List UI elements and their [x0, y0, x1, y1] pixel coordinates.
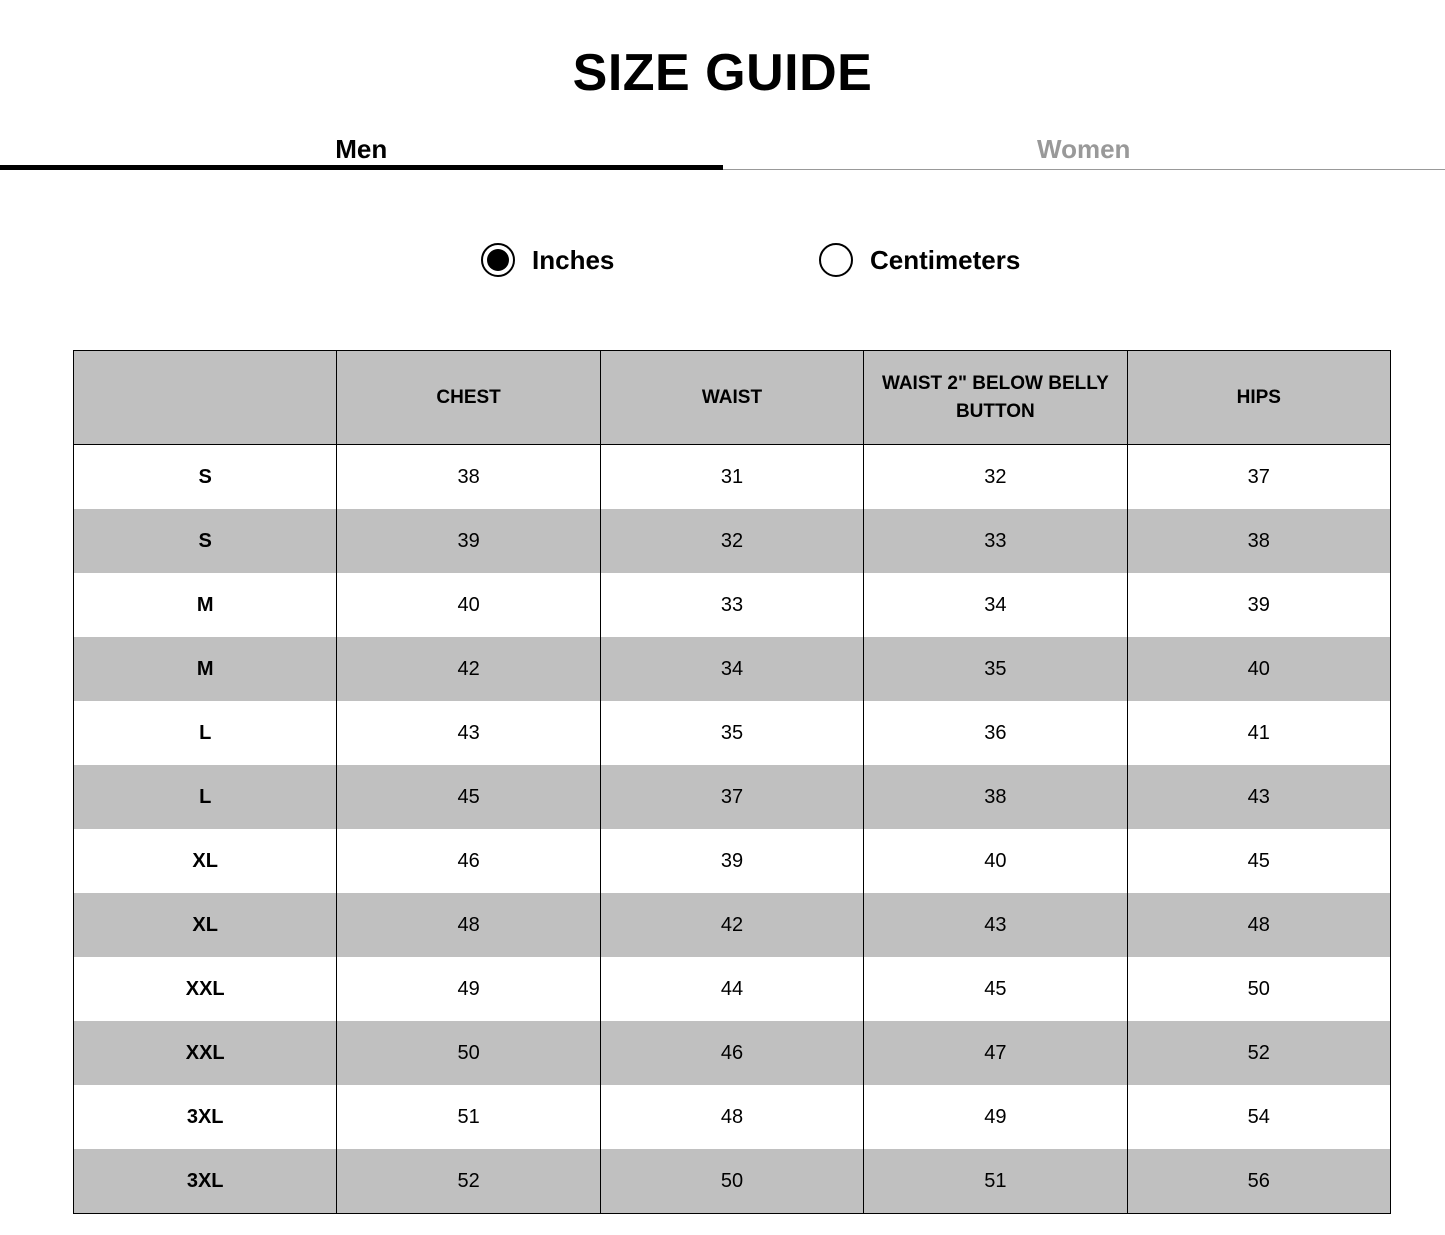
cell-waist-below-belly: 43	[864, 893, 1127, 957]
cell-size: XL	[74, 829, 337, 893]
cell-size: L	[74, 701, 337, 765]
cell-hips: 37	[1127, 445, 1390, 510]
cell-hips: 56	[1127, 1149, 1390, 1214]
header-waist: WAIST	[600, 351, 863, 445]
table-row	[74, 1149, 1391, 1214]
cell-chest: 51	[337, 1085, 600, 1149]
cell-size: S	[74, 509, 337, 573]
table-row	[74, 637, 1391, 701]
cell-hips: 45	[1127, 829, 1390, 893]
cell-size: L	[74, 765, 337, 829]
cell-size: XL	[74, 893, 337, 957]
cell-waist: 35	[600, 701, 863, 765]
cell-waist-below-belly: 34	[864, 573, 1127, 637]
table-row	[74, 1021, 1391, 1085]
table-row	[74, 701, 1391, 765]
cell-waist: 48	[600, 1085, 863, 1149]
cell-waist-below-belly: 32	[864, 445, 1127, 510]
cell-waist-below-belly: 36	[864, 701, 1127, 765]
table-row	[74, 573, 1391, 637]
cell-waist: 34	[600, 637, 863, 701]
cell-chest: 38	[337, 445, 600, 510]
cell-chest: 50	[337, 1021, 600, 1085]
cell-size: S	[74, 445, 337, 510]
cell-waist-below-belly: 49	[864, 1085, 1127, 1149]
cell-hips: 48	[1127, 893, 1390, 957]
cell-size: M	[74, 573, 337, 637]
cell-size: M	[74, 637, 337, 701]
cell-chest: 39	[337, 509, 600, 573]
cell-chest: 46	[337, 829, 600, 893]
header-chest: CHEST	[337, 351, 600, 445]
size-table	[73, 350, 1391, 1214]
cell-waist-below-belly: 33	[864, 509, 1127, 573]
table-row	[74, 1085, 1391, 1149]
cell-hips: 41	[1127, 701, 1390, 765]
unit-option-centimeters[interactable]	[819, 240, 1020, 280]
cell-size: 3XL	[74, 1149, 337, 1214]
cell-waist: 31	[600, 445, 863, 510]
table-row	[74, 829, 1391, 893]
cell-waist-below-belly: 51	[864, 1149, 1127, 1214]
table-row	[74, 445, 1391, 510]
cell-waist: 37	[600, 765, 863, 829]
table-body	[74, 445, 1391, 1214]
cell-hips: 40	[1127, 637, 1390, 701]
cell-waist-below-belly: 40	[864, 829, 1127, 893]
cell-hips: 50	[1127, 957, 1390, 1021]
page-title: SIZE GUIDE	[572, 44, 873, 102]
header-size	[74, 351, 337, 445]
tab-men[interactable]	[0, 128, 723, 170]
unit-selector	[0, 240, 1445, 280]
cell-chest: 49	[337, 957, 600, 1021]
gender-tabs	[0, 128, 1445, 172]
cell-waist-below-belly: 35	[864, 637, 1127, 701]
cell-chest: 40	[337, 573, 600, 637]
cell-size: XXL	[74, 1021, 337, 1085]
cell-size: XXL	[74, 957, 337, 1021]
cell-waist-below-belly: 45	[864, 957, 1127, 1021]
cell-hips: 39	[1127, 573, 1390, 637]
table-row	[74, 957, 1391, 1021]
tab-men-label: Men	[335, 134, 388, 164]
inches-label: Inches	[532, 244, 615, 275]
cell-waist: 44	[600, 957, 863, 1021]
centimeters-radio[interactable]	[819, 243, 853, 277]
cell-hips: 38	[1127, 509, 1390, 573]
tab-women[interactable]	[723, 128, 1445, 170]
cell-chest: 48	[337, 893, 600, 957]
cell-waist: 46	[600, 1021, 863, 1085]
header-waist-below-belly: WAIST 2" BELOW BELLY BUTTON	[864, 351, 1127, 445]
cell-waist-below-belly: 38	[864, 765, 1127, 829]
cell-waist: 33	[600, 573, 863, 637]
cell-chest: 52	[337, 1149, 600, 1214]
cell-waist: 42	[600, 893, 863, 957]
table-row	[74, 765, 1391, 829]
cell-waist: 39	[600, 829, 863, 893]
cell-hips: 54	[1127, 1085, 1390, 1149]
cell-hips: 43	[1127, 765, 1390, 829]
size-table-container	[73, 350, 1391, 1214]
table-row	[74, 509, 1391, 573]
cell-chest: 45	[337, 765, 600, 829]
header-hips: HIPS	[1127, 351, 1390, 445]
cell-waist: 50	[600, 1149, 863, 1214]
cell-chest: 42	[337, 637, 600, 701]
table-header-row	[74, 351, 1391, 445]
table-row	[74, 893, 1391, 957]
cell-waist: 32	[600, 509, 863, 573]
cell-chest: 43	[337, 701, 600, 765]
tab-women-label: Women	[1037, 134, 1131, 164]
cell-waist-below-belly: 47	[864, 1021, 1127, 1085]
centimeters-label: Centimeters	[870, 244, 1021, 275]
cell-hips: 52	[1127, 1021, 1390, 1085]
inches-radio[interactable]	[481, 243, 515, 277]
unit-option-inches[interactable]	[481, 240, 614, 280]
cell-size: 3XL	[74, 1085, 337, 1149]
